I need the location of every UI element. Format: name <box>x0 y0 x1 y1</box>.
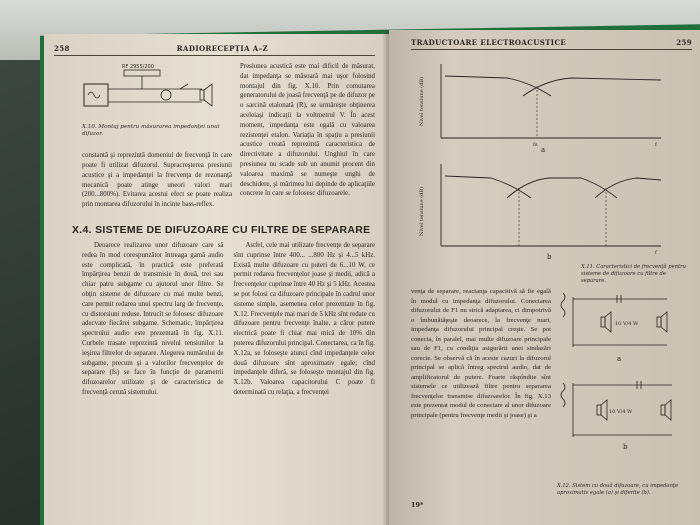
left-body-column-2: Astfel, cele mai utilizate frecvenţe de separare sînt cuprinse între 400... ...800 Hz şi 4...5 kHz. Există multe difuzoare cu puteri de 6...10 W, ce permit redarea frecvenţelor joase şi medii, adică a frecvenţelor cuprinse între 40 Hz şi 5 kHz. Acestea se pot folosi ca difuzoare principale în cadrul unor sisteme simple, asemenea celor prezentate în fig. X.12. Frecvenţele mai mari de 5 kHz sînt redate cu difuzoare pentru frecvenţe înalte, a căror putere electrică poate fi chiar mai mică de 10% din puterea difuzorului principal. Conectarea, ca în fig. X.12a, se foloseşte atunci cînd impedanţele celor două difuzoare sînt aproximativ egale; cînd impedanţele diferă, se foloseşte montajul din fig. X.12b. Valoarea capacitorului C poate fi determinată cu relaţia, a frecvenţei <box>233 241 375 396</box>
label-a: a <box>541 146 546 154</box>
left-running-head <box>54 44 375 56</box>
fig-label-a: a <box>617 355 622 363</box>
figure-x12 <box>557 287 687 497</box>
tick-f-b: f <box>655 250 657 256</box>
sine-symbol <box>88 92 100 98</box>
circuit-diagram-x10 <box>82 62 232 118</box>
figure-x11 <box>411 56 686 284</box>
curve-a <box>445 76 661 96</box>
voltmeter-v <box>161 90 171 100</box>
speaker-main-a-icon <box>601 317 605 327</box>
right-page <box>389 30 700 525</box>
resistor-r <box>124 70 160 76</box>
right-running-head <box>411 38 692 50</box>
figure-x12-caption: X.12. Sistem cu două difuzoare, cu impedanţe aproximativ egale (a) şi diferite (b). <box>557 483 679 496</box>
fig-b-speaker-label: 10 V/4 W <box>609 409 633 415</box>
switch <box>180 84 188 89</box>
left-page <box>44 34 389 525</box>
right-body-text: venţa de separare, reactanţa capacitivă să fie egală în modul cu impedanţa difuzorului. Conectarea difuzorului de F1 nu strică adaptarea, ci dimpotrivă o îmbunătăţeşte deoarece, la frecvenţe mari, impedanţa difuzorului principal creşte. Se pot conecta, în paralel, mai multe difuzoare principale sau de F1, cu condiţia asigurării unei sindazări corecte. Se observă că în aceste cazuri la difuzorul principal se aplică întreg spectrul audio, dat de amplificatorul de putere. Foarte răspîndite sînt sistemele ce utilizează filtre pentru separarea frecvenţelor transmise difuzoarelor. În fig. X.13 este prezentat modul de conectare al unor difuzoare principale (pentru frecvenţe medii şi joase) şi a <box>411 288 551 419</box>
left-running-title: RADIORECEPȚIA A–Z <box>176 44 269 53</box>
signature-mark: 19* <box>411 500 424 509</box>
right-running-title: TRADUCTOARE ELECTROACUSTICE <box>411 38 567 47</box>
fig-label-b: b <box>623 443 628 451</box>
left-top-right-text: Presiunea acustică este mai dificil de măsurat, dat impedanţa se măsoară mai uşor folosind montajul din fig. X.10. Prin comutarea generatorului de joasă frecvenţă pe de difuzor pe o sarcină etalonată (R), se urmăreşte obţinerea aceleiaşi indicaţii la voltmetrul V. În acest moment, impedanţa este egală cu valoarea rezistenţei etalon. Variaţia în spaţiu a presiunii acustice creată reprezintă caracteristica de directivitate a difuzorului. Unghiul în care presiunea nu scade sub un anumit procent din valoarea maximă se numeşte unghi de deschidere, şi mărimea lui depinde de aplicaţiile concrete în care se folosesc difuzoarele. <box>240 63 375 198</box>
right-lower-block <box>411 287 692 497</box>
left-top-left-text: constantă şi reprezintă domeniul de frecvenţă în care poate fi utilizat difuzorul. Supracreşterea presiunii acustice şi a impedanţei la frecvenţa de rezonanţă mecanică poate atinge uneori valori mari (200...800%). Evitarea acestui efect se poate realiza prin montarea difuzorului în incinte bass-reflex. <box>82 152 232 209</box>
label-b: b <box>547 253 552 261</box>
figure-x10-caption: X.10. Montaj pentru măsurarea impedanței unui difuzor. <box>82 124 220 138</box>
speaker-main-b-icon <box>597 405 601 415</box>
generator-box <box>84 84 108 106</box>
left-page-number: 258 <box>54 44 70 53</box>
figure-top-label: RF 2955/200 <box>122 64 154 70</box>
ylabel-a: Nivel tensiune (dB) <box>419 76 425 126</box>
speaker-tweeter-b-icon <box>661 405 665 415</box>
right-page-number: 259 <box>676 38 692 47</box>
crossover-circuits <box>557 287 687 477</box>
left-body-column-1: Deoarece realizarea unor difuzoare care să redea în mod corespunzător întreaga gamă audio este complicată, în practică este preferată împărţirea benzii de transmisie în două, trei sau chiar patru subgame cu ajutorul unor filtre. Se obţin sisteme de difuzoare cu mai multe benzi, care permit redarea unui spectru larg de frecvenţe, cu distorsiuni reduse. Intrucît se folosesc difuzoare adecvate fiecărei subgame. Schematic, împărţirea spectrului audio este prezentată în fig. X.11. Curbele trasate reprezintă nivelul tensiunilor la ieşirea filtrelor de separare. Alegerea numărului de subgame, precum şi a valorilor frecvenţelor de separare (fs) se face în funcţie de parametrii difuzoarelor utilizate şi de caracteristica de frecvenţă cerută sistemului. <box>82 241 224 396</box>
tick-f-a: f <box>655 142 657 148</box>
ylabel-b: Nivel tensiune (dB) <box>419 186 425 236</box>
fig-a-speaker-label: 10 V/4 W <box>615 321 639 327</box>
tick-fs-a: fs <box>533 142 538 148</box>
speaker-tweeter-a-icon <box>657 317 661 327</box>
figure-x11-caption: X.11. Caracteristici de frecvenţă pentru sisteme de difuzoare cu filtre de separare. <box>581 264 686 284</box>
left-body-columns <box>82 241 375 398</box>
speaker-icon <box>200 90 204 100</box>
transformer-b <box>561 383 565 407</box>
transformer-a <box>561 293 565 317</box>
section-title-x4: X.4. SISTEME DE DIFUZOARE CU FILTRE DE SEPARARE <box>72 223 371 236</box>
frequency-response-graph <box>411 56 671 261</box>
curve-b <box>445 176 661 198</box>
